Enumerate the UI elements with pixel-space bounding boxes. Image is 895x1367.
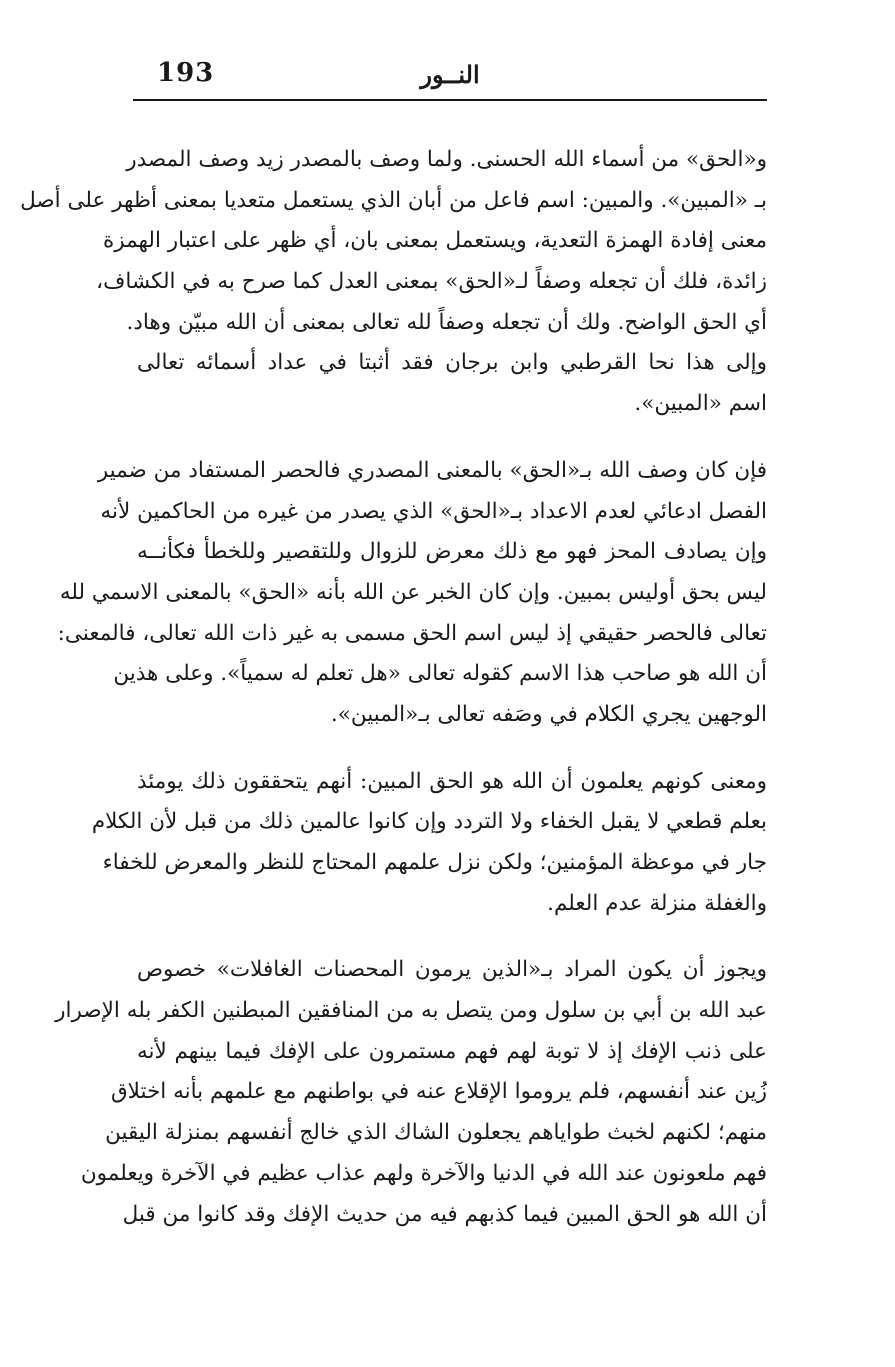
paragraph-2 <box>57 451 767 736</box>
page-number: 193 <box>157 58 215 88</box>
body-text <box>20 140 767 1235</box>
text-line: بعلم قطعي لا يقبل الخفاء ولا التردد وإن كانوا عالمين ذلك من قبل لأن الكلام <box>91 809 767 835</box>
text-line: اسم «المبين». <box>634 391 767 417</box>
text-line: عبد الله بن أبي بن سلول ومن يتصل به من المنافقين المبطنين الكفر بله الإصرار <box>55 998 767 1024</box>
text-line: معنى إفادة الهمزة التعدية، ويستعمل بمعنى بان، أي ظهر على اعتبار الهمزة <box>102 228 767 254</box>
text-line: زُين عند أنفسهم، فلم يروموا الإقلاع عنه في بواطنهم مع علمهم بأنه اختلاق <box>110 1079 767 1105</box>
header-rule <box>133 99 767 101</box>
paragraph-4 <box>55 950 767 1235</box>
text-line: الفصل ادعائي لعدم الاعداد بـ«الحق» الذي يصدر من غيره من الحاكمين لأنه <box>100 498 767 524</box>
text-line: تعالى فالحصر حقيقي إذ ليس اسم الحق مسمى به غير ذات الله تعالى، فالمعنى: <box>57 620 767 646</box>
text-line: زائدة، فلك أن تجعله وصفاً لـ«الحق» بمعنى العدل كما صرح به في الكشاف، <box>96 269 767 295</box>
text-line: أي الحق الواضح. ولك أن تجعله وصفاً لله تعالى بمعنى أن الله مبيّن وهاد. <box>126 309 767 335</box>
text-line: ومعنى كونهم يعلمون أن الله هو الحق المبين: أنهم يتحققون ذلك يومئذ <box>137 768 767 794</box>
text-line: و«الحق» من أسماء الله الحسنى. ولما وصف بالمصدر زيد وصف المصدر <box>126 147 767 172</box>
text-line: أن الله هو الحق المبين فيما كذبهم فيه من حديث الإفك وقد كانوا من قبل <box>122 1201 767 1227</box>
text-line: ويجوز أن يكون المراد بـ«الذين يرمون المحصنات الغافلات» خصوص <box>137 957 767 983</box>
text-line: وإن يصادف المحز فهو مع ذلك معرض للزوال وللتقصير وللخطأ فكأنــه <box>137 539 767 565</box>
text-line: فإن كان وصف الله بـ«الحق» بالمعنى المصدري فالحصر المستفاد من ضمير <box>97 457 767 483</box>
text-line: جار في موعظة المؤمنين؛ ولكن نزل علمهم المحتاج للنظر والمعرض للخفاء <box>102 850 767 875</box>
page-header <box>133 58 767 96</box>
text-line: الوجهين يجري الكلام في وصَفه تعالى بـ«المبين». <box>330 701 767 727</box>
text-line: ليس بحق أوليس بمبين. وإن كان الخبر عن الله بأنه «الحق» بالمعنى الاسمي لله <box>59 579 767 605</box>
text-line: أن الله هو صاحب هذا الاسم كقوله تعالى «هل تعلم له سمياً». وعلى هذين <box>113 661 767 687</box>
text-line: فهم ملعونون عند الله في الدنيا والآخرة ولهم عذاب عظيم في الآخرة ويعلمون <box>80 1160 767 1186</box>
text-line: بـ «المبين». والمبين: اسم فاعل من أبان الذي يستعمل متعديا بمعنى أظهر على أصل <box>20 187 767 213</box>
paragraph-3 <box>91 762 767 925</box>
text-line: منهم؛ لكنهم لخبث طواياهم يجعلون الشاك الذي خالج أنفسهم بمنزلة اليقين <box>105 1120 767 1146</box>
running-title: النــور <box>420 60 480 89</box>
text-line: والغفلة منزلة عدم العلم. <box>547 890 767 916</box>
text-line: على ذنب الإفك إذ لا توبة لهم فهم مستمرون على الإفك فيما بينهم لأنه <box>137 1038 767 1064</box>
paragraph-1 <box>20 140 767 425</box>
text-line: وإلى هذا نحا القرطبي وابن برجان فقد أثبتا في عداد أسمائه تعالى <box>137 350 767 376</box>
